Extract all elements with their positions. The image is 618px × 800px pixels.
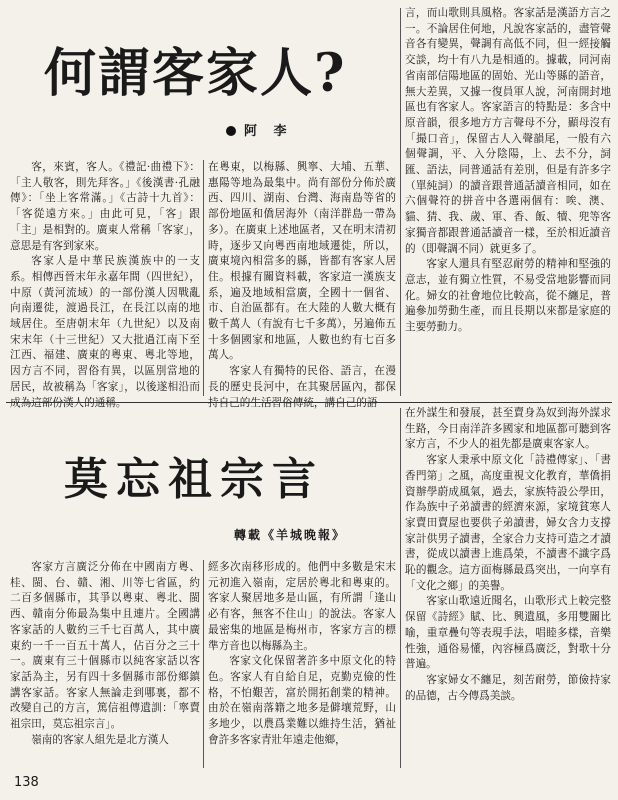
column-divider — [203, 160, 204, 396]
article1-column-3 — [405, 6, 611, 400]
article2-byline: 轉載《羊城晚報》 — [234, 528, 347, 542]
article1-col2-para-1: 在粵東，以梅縣、興寧、大埔、五華、惠陽等地為最集中。尚有部份分佈於廣西、四川、湖南、台灣、海南島等省的部份地區和僑居海外（南洋群島一帶為多）。在廣東上述地區者，又在明末清初時，逐步又向粵西南地域遷徙，所以，廣東境內相當多的縣，皆都有客家人居住。根據有關資料載，客家這一漢族支系，遍及地域相當廣，全國十一個省、市、自治區都有。在大陸的人數大概有數千萬人（有說有七千多萬），另遍佈五十多個國家和地區，人數也約有七百多萬人。 — [208, 161, 396, 362]
article2-col1-para-2: 嶺南的客家人組先是北方漢人 — [31, 733, 169, 746]
article1-column-2 — [208, 160, 396, 409]
article2-col3-para-2: 客家人秉承中原文化「詩禮傳家」、「書香門第」之風，高度重視文化教育，華僑捐資辦學蔚成風氣，過去，家族特設公學田，作為族中子弟讀書的經濟來源，家境貧寒人家賣田賣屋也要供子弟讀書，婦女含力支撐家計供男子讀書，全家合力支持可造之才讀書，從成以讀書上進爲榮，不讀書不識字爲恥的觀念。這方面梅縣最爲突出，一向享有「文化之鄉」的美譽。 — [405, 454, 611, 592]
column-divider — [203, 560, 204, 768]
article2-col3-para-3: 客家山歌遠近聞名，山歌形式上較完整保留《詩經》賦、比、興遺風，多用雙關比喻，重章疊句等表現手法，唱睦多樣，音樂性強，通俗易懂，內容極爲廣泛，對歌十分普遍。 — [405, 595, 611, 671]
article2-column-2 — [208, 560, 396, 772]
column-divider — [400, 8, 401, 396]
article2-col1-para-1: 客家方言廣泛分佈在中國南方粵、桂、閩、台、贛、湘、川等七省區，約二百多個縣市，其爭以粵東、粵北、閩西、贛南分佈最為集中且連片。全國講客家話的人數約三千七百萬人，其中廣東約一千一百五十萬人，佔百分之三十一。廣東有三十個縣市以純客家話以客家話為主，另有四十多個縣市部份鄉鎮講客家話。客家人無論走到哪裏，都不改變自己的方言，篤信祖傳遺訓：「寧賣祖宗田，莫忘祖宗言」。 — [10, 561, 200, 731]
article1-column-1 — [10, 160, 200, 409]
article2-col2-para-1: 經多次南移形成的。他們中多數是宋末元初進入嶺南，定居於粵北和粵東的。客家人聚居地多是山區，有所謂「逢山必有客，無客不住山」的說法。客家人最密集的地區是梅州市，客家方言的標準方音也以梅縣為主。 — [208, 561, 396, 652]
article1-col3-para-1: 言，而山歌則具風格。客家話是漢語方言之一。不論居住何地，凡說客家話的，盡管聲音各有變異，聲調有高低不同，但一經接觸交談，均十有八九是相通的。據載，同河南省南部信陽地區的固始、光山等縣的語音，無大差異，又據一復員軍人說，河南開封地區也有客家人。客家語言的特點是：多含中原音韻，很多地方方言聲母不分，顯母沒有「撮口音」，保留古人入聲韻尾，一般有六個聲調，平、入分陰陽，上、去不分，詞匯、語法，同普通話有差別，但是有許多字（單純詞）的讀音跟普通話讀音相同，如在六個聲符的拼音中各選兩個有：唉、澳、貓、猜、我、歲、軍、香、飯、犢、兜等客家獨音都跟普通話讀音一樣，至於相近讀音的（即聲調不同）就更多了。 — [405, 7, 611, 255]
article1-col1-para-2: 客家人是中華民族漢族中的一支系。相傳西晉末年永嘉年間（四世紀），中原（黃河流域）的一部份漢人因戰亂向南遷徙，渡過長江，在長江以南的地域居住。至唐朝末年（九世紀）以及南宋末年（十三世紀）又大批過江南下至江西、福建、廣東的粵東、粵北等地，因方言不同，習俗有異，以區別當地的居民，故被稱為「客家」，以後遂相沿而成為這部份漢人的通稱。 — [10, 255, 200, 409]
article2-title: 莫忘祖宗言 — [64, 454, 324, 505]
article1-col2-para-2: 客家人有獨特的民俗、語言，在漫長的歷史長河中，在其聚居區內，都保持自己的生活習俗傳統，講自己的語 — [208, 365, 396, 409]
article1-col1-para-1: 客，來賓，客人。《禮記·曲禮下》：「主人敬客，則先拜客。」《後漢書·孔融傳》：「坐上客常滿。」《古詩十九首》：「客從遠方來。」由此可見，「客」跟「主」是相對的。廣東人常稱「客家」，意思是有客到家來。 — [10, 161, 200, 252]
column-divider — [400, 408, 401, 768]
article2-column-1 — [10, 560, 200, 772]
article-separator-rule — [6, 402, 612, 403]
article1-author-name: 阿 李 — [244, 124, 293, 139]
article2-column-3 — [405, 406, 611, 772]
bullet-icon — [226, 126, 236, 136]
article2-col3-para-4: 客家婦女不纏足，刻苦耐勞，節儉持家的品德，古今傳爲美談。 — [405, 673, 611, 702]
article1-col3-para-2: 客家人還具有堅忍耐勞的精神和堅強的意志，並有獨立性質，不易受當地影響而同化。婦女的社會地位比較高，從不纏足，普遍參加勞動生產，而且長期以來都是家庭的主要勞動力。 — [405, 258, 611, 334]
article2-col2-para-2: 客家文化保留著許多中原文化的特色。客家人有自給自足，克勤克儉的性格，不怕艱苦，富於開拓創業的精神。由於在嶺南落籍之地多是僻壤荒野，山多地少，以農爲業難以維持生活，猶祉會許多客家青壯年遠走他鄉， — [208, 655, 396, 746]
page-number: 138 — [14, 775, 39, 790]
article1-author — [226, 120, 293, 139]
article2-col3-para-1: 在外謀生和發展，甚至賣身為奴到海外謀求生路，今日南洋許多國家和地區都可聽到客家方言，不少人的祖先都是廣東客家人。 — [405, 407, 611, 451]
article1-title: 何謂客家人? — [44, 43, 347, 104]
